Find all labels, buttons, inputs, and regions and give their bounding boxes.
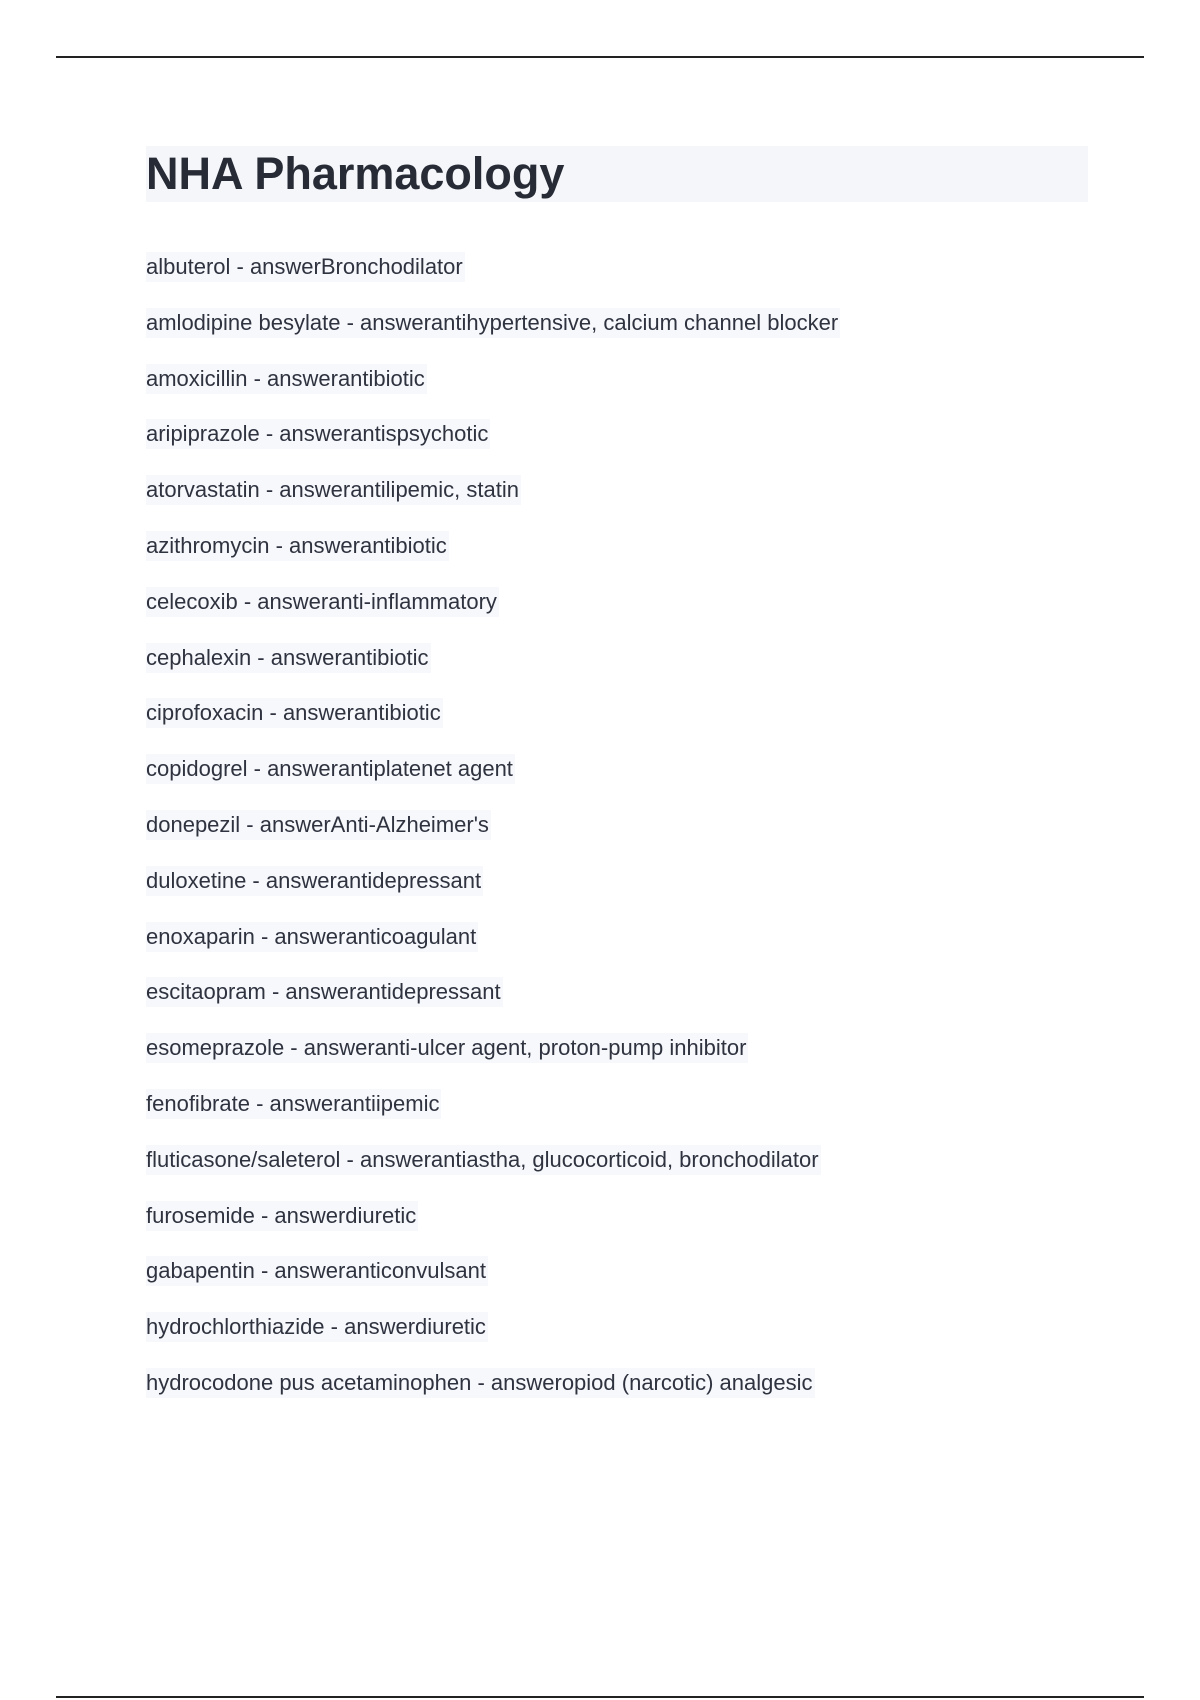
list-item <box>146 977 1088 1033</box>
list-item <box>146 1089 1088 1145</box>
list-item-text: escitaopram - answerantidepressant <box>146 977 503 1007</box>
list-item <box>146 1033 1088 1089</box>
list-item-text: celecoxib - answeranti-inflammatory <box>146 587 499 617</box>
list-item-text: duloxetine - answerantidepressant <box>146 866 483 896</box>
list-item <box>146 1368 1088 1424</box>
title-block <box>146 146 1088 202</box>
list-item-text: azithromycin - answerantibiotic <box>146 531 449 561</box>
bottom-divider <box>56 1696 1144 1698</box>
list-item-text: amlodipine besylate - answerantihypertensive, calcium channel blocker <box>146 308 840 338</box>
list-item <box>146 866 1088 922</box>
flashcard-list <box>146 252 1088 1424</box>
list-item-text: gabapentin - answeranticonvulsant <box>146 1256 488 1286</box>
list-item <box>146 1256 1088 1312</box>
list-item <box>146 364 1088 420</box>
list-item-text: aripiprazole - answerantispsychotic <box>146 419 490 449</box>
list-item-text: albuterol - answerBronchodilator <box>146 252 465 282</box>
list-item <box>146 531 1088 587</box>
list-item-text: fenofibrate - answerantiipemic <box>146 1089 441 1119</box>
list-item <box>146 419 1088 475</box>
list-item-text: copidogrel - answerantiplatenet agent <box>146 754 515 784</box>
list-item <box>146 308 1088 364</box>
list-item-text: fluticasone/saleterol - answerantiastha, glucocorticoid, bronchodilator <box>146 1145 821 1175</box>
list-item <box>146 754 1088 810</box>
list-item-text: furosemide - answerdiuretic <box>146 1201 418 1231</box>
list-item <box>146 698 1088 754</box>
page-title: NHA Pharmacology <box>146 148 565 199</box>
list-item <box>146 1145 1088 1201</box>
list-item-text: enoxaparin - answeranticoagulant <box>146 922 478 952</box>
list-item <box>146 252 1088 308</box>
list-item-text: cephalexin - answerantibiotic <box>146 643 431 673</box>
list-item <box>146 922 1088 978</box>
top-divider <box>56 56 1144 58</box>
list-item-text: hydrochlorthiazide - answerdiuretic <box>146 1312 488 1342</box>
list-item-text: ciprofoxacin - answerantibiotic <box>146 698 443 728</box>
list-item <box>146 810 1088 866</box>
list-item-text: atorvastatin - answerantilipemic, statin <box>146 475 521 505</box>
list-item <box>146 475 1088 531</box>
list-item-text: amoxicillin - answerantibiotic <box>146 364 427 394</box>
list-item-text: hydrocodone pus acetaminophen - answeropiod (narcotic) analgesic <box>146 1368 815 1398</box>
list-item <box>146 1312 1088 1368</box>
list-item-text: donepezil - answerAnti-Alzheimer's <box>146 810 491 840</box>
list-item-text: esomeprazole - answeranti-ulcer agent, proton-pump inhibitor <box>146 1033 748 1063</box>
list-item <box>146 1201 1088 1257</box>
list-item <box>146 643 1088 699</box>
list-item <box>146 587 1088 643</box>
